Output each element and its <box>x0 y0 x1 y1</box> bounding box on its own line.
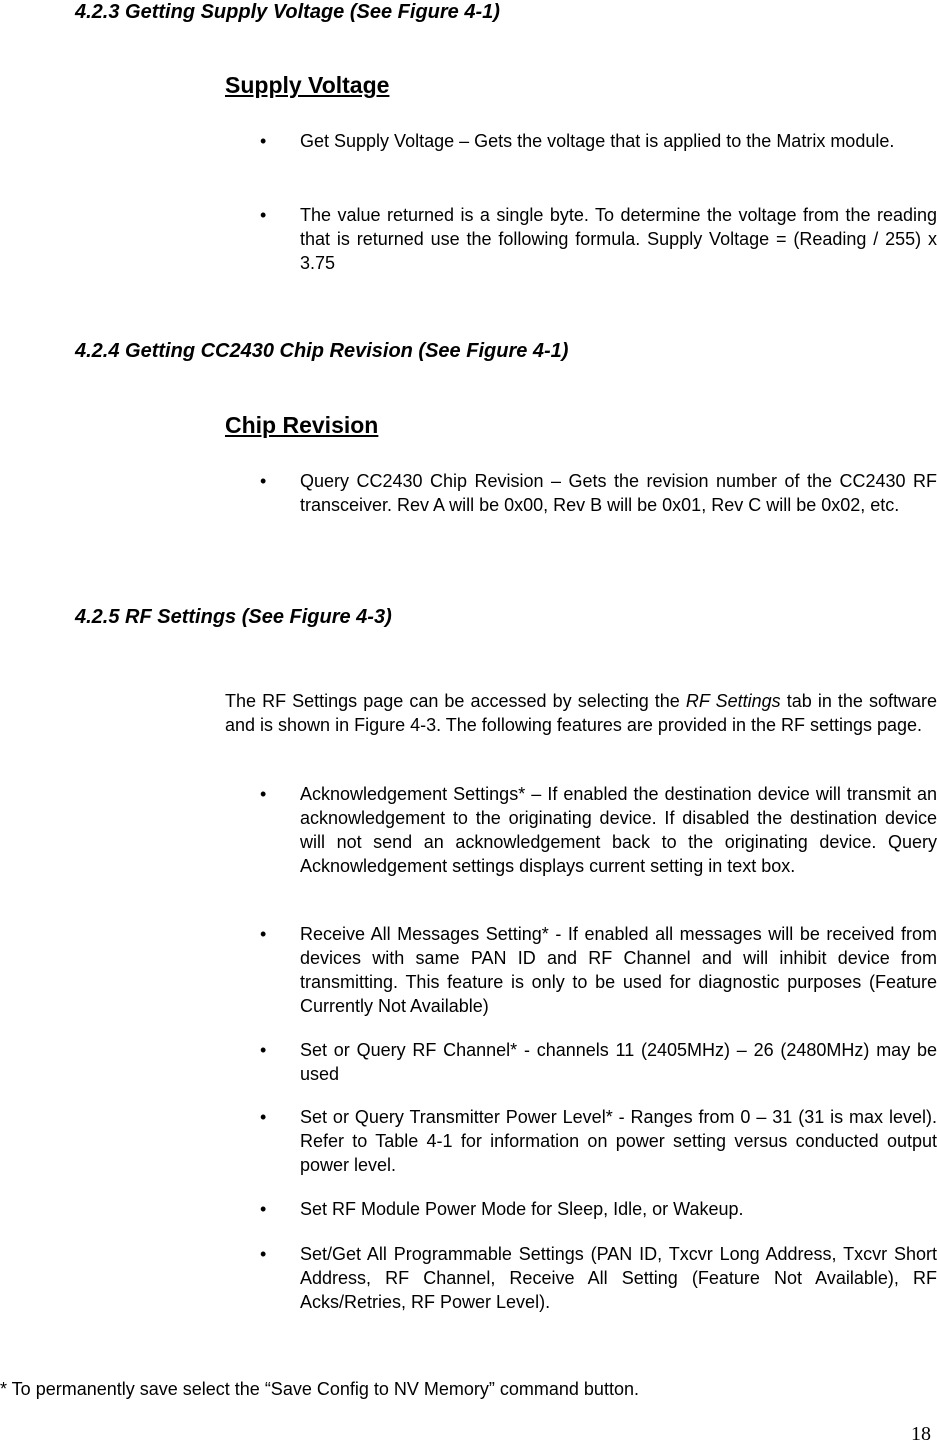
list-item <box>260 469 937 517</box>
page-number: 18 <box>911 1423 931 1445</box>
bullet-icon: • <box>260 924 267 944</box>
bullet-icon: • <box>260 784 267 804</box>
list-item <box>260 922 937 1018</box>
list-item-text: Set or Query RF Channel* - channels 11 (2405MHz) – 26 (2480MHz) may be used <box>300 1040 937 1084</box>
list-item <box>260 1242 937 1314</box>
bullet-icon: • <box>260 205 267 225</box>
bullet-icon: • <box>260 1244 267 1264</box>
intro-text-rf-settings: RF Settings <box>685 691 781 711</box>
bullet-icon: • <box>260 131 267 151</box>
section-heading-4-2-4: 4.2.4 Getting CC2430 Chip Revision (See Figure 4-1) <box>75 340 569 362</box>
bullet-icon: • <box>260 1107 267 1127</box>
list-item-text: Query CC2430 Chip Revision – Gets the revision number of the CC2430 RF transceiver. Rev A will be 0x00, Rev B will be 0x01, Rev C will be 0x02, etc. <box>300 471 937 515</box>
list-item-text: Receive All Messages Setting* - If enabled all messages will be received from devices with same PAN ID and RF Channel and will inhibit device from transmitting. This feature is only to be used for diagnostic purposes (Feature Currently Not Available) <box>300 924 937 1016</box>
list-item-text: Set or Query Transmitter Power Level* - Ranges from 0 – 31 (31 is max level). Refer to Table 4-1 for information on power setting versus conducted output power level. <box>300 1107 937 1175</box>
subheading-supply-voltage: Supply Voltage <box>225 72 390 98</box>
bullet-icon: • <box>260 1199 267 1219</box>
intro-text-before: The RF Settings page can be accessed by selecting the <box>225 691 686 711</box>
section-heading-4-2-5: 4.2.5 RF Settings (See Figure 4-3) <box>75 606 392 628</box>
list-item <box>260 129 937 153</box>
footnote: * To permanently save select the “Save Config to NV Memory” command button. <box>0 1379 639 1399</box>
section-heading-4-2-3: 4.2.3 Getting Supply Voltage (See Figure 4-1) <box>75 1 500 23</box>
subheading-chip-revision: Chip Revision <box>225 412 379 438</box>
list-item-text: Get Supply Voltage – Gets the voltage that is applied to the Matrix module. <box>300 131 895 151</box>
list-item <box>260 203 937 275</box>
list-item-text: Set RF Module Power Mode for Sleep, Idle, or Wakeup. <box>300 1199 744 1219</box>
intro-text-after: tab in the software and is shown in Figure 4-3. The following features are provided in the RF settings page. <box>225 691 937 735</box>
bullet-icon: • <box>260 471 267 491</box>
list-item-text: Set/Get All Programmable Settings (PAN ID, Txcvr Long Address, Txcvr Short Address, RF Channel, Receive All Setting (Feature Not Available), RF Acks/Retries, RF Power Level). <box>300 1244 937 1312</box>
bullet-icon: • <box>260 1040 267 1060</box>
list-item <box>260 1197 937 1221</box>
list-item <box>260 782 937 878</box>
list-item-text: The value returned is a single byte. To determine the voltage from the reading that is returned use the following formula. Supply Voltage = (Reading / 255) x 3.75 <box>300 205 937 273</box>
rf-settings-intro <box>225 689 937 737</box>
list-item-text: Acknowledgement Settings* – If enabled the destination device will transmit an acknowledgement to the originating device. If disabled the destination device will not send an acknowledgement back to the originating device. Query Acknowledgement settings displays current setting in text box. <box>300 784 937 876</box>
list-item <box>260 1038 937 1086</box>
list-item <box>260 1105 937 1177</box>
